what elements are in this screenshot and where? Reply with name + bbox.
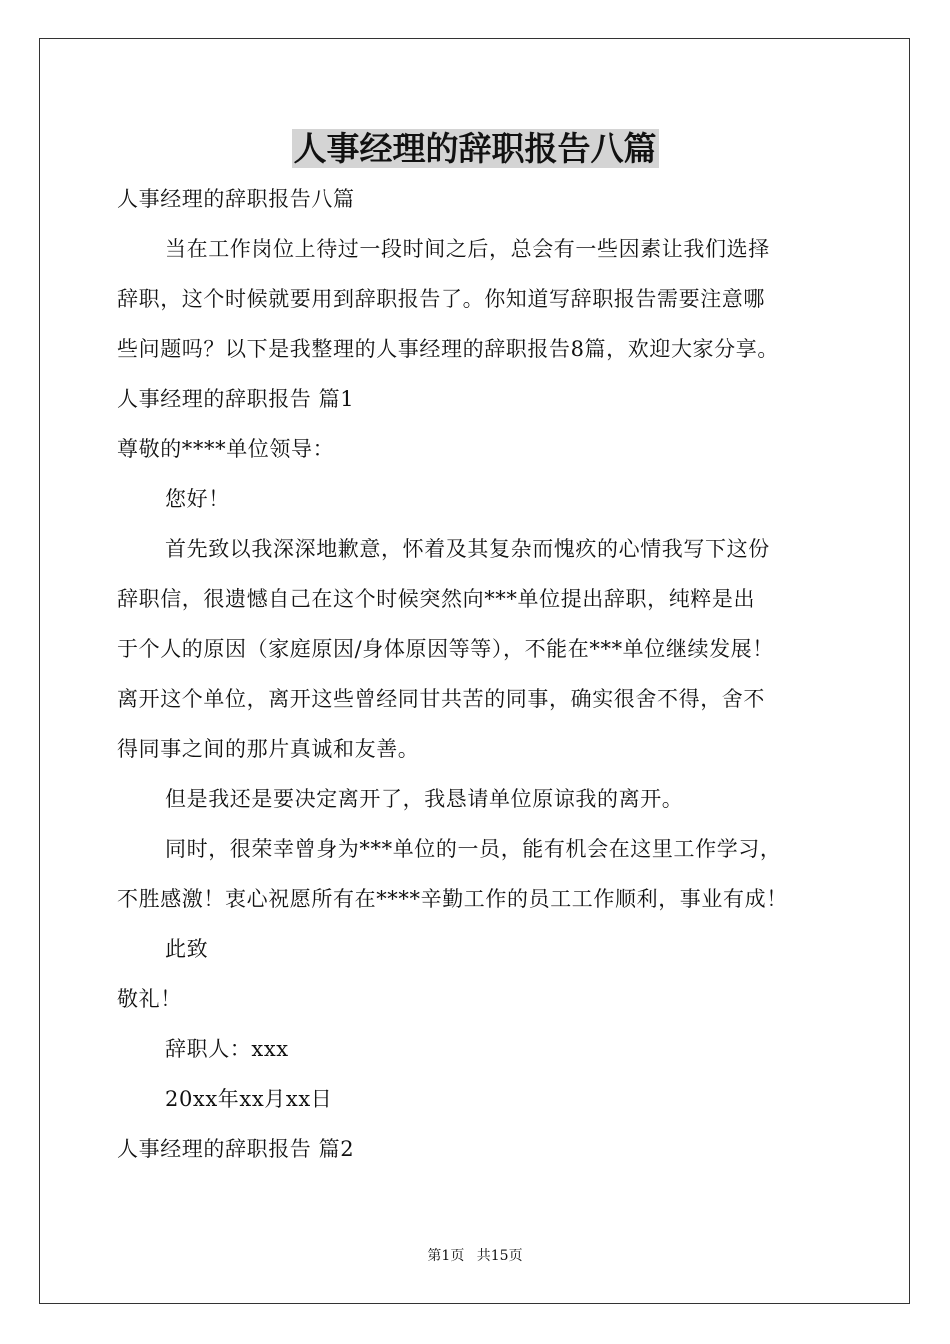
body-line: 于个人的原因（家庭原因/身体原因等等），不能在***单位继续发展！ [117,637,774,661]
section-heading: 人事经理的辞职报告 篇1 [117,387,355,411]
body-line: 当在工作岗位上待过一段时间之后，总会有一些因素让我们选择 [165,237,770,261]
body-line: 得同事之间的那片真诚和友善。 [117,737,420,761]
document-title-text: 人事经理的辞职报告八篇 [293,129,657,168]
date-line: 20xx年xx月xx日 [165,1087,333,1111]
page-number: 第1页 共15页 [427,1248,523,1264]
greeting: 您好！ [165,487,230,511]
signature-line: 辞职人：xxx [165,1037,289,1061]
salutation: 尊敬的****单位领导： [117,437,335,461]
document-body [117,174,852,1174]
body-line: 不胜感激！衷心祝愿所有在****辛勤工作的员工工作顺利，事业有成！ [117,887,788,911]
body-line: 辞职，这个时候就要用到辞职报告了。你知道写辞职报告需要注意哪 [117,287,765,311]
body-line: 同时，很荣幸曾身为***单位的一员，能有机会在这里工作学习， [165,837,782,861]
document-title [0,128,950,170]
section-heading: 人事经理的辞职报告 篇2 [117,1137,355,1161]
body-line: 但是我还是要决定离开了，我恳请单位原谅我的离开。 [165,787,684,811]
subtitle-line: 人事经理的辞职报告八篇 [117,187,355,211]
body-line: 些问题吗？以下是我整理的人事经理的辞职报告8篇，欢迎大家分享。 [117,337,779,361]
body-line: 离开这个单位，离开这些曾经同甘共苦的同事，确实很舍不得，舍不 [117,687,765,711]
body-line: 首先致以我深深地歉意，怀着及其复杂而愧疚的心情我写下这份 [165,537,770,561]
body-line: 辞职信，很遗憾自己在这个时候突然向***单位提出辞职，纯粹是出 [117,587,756,611]
closing-line: 此致 [165,937,209,961]
closing-salute: 敬礼！ [117,987,182,1011]
